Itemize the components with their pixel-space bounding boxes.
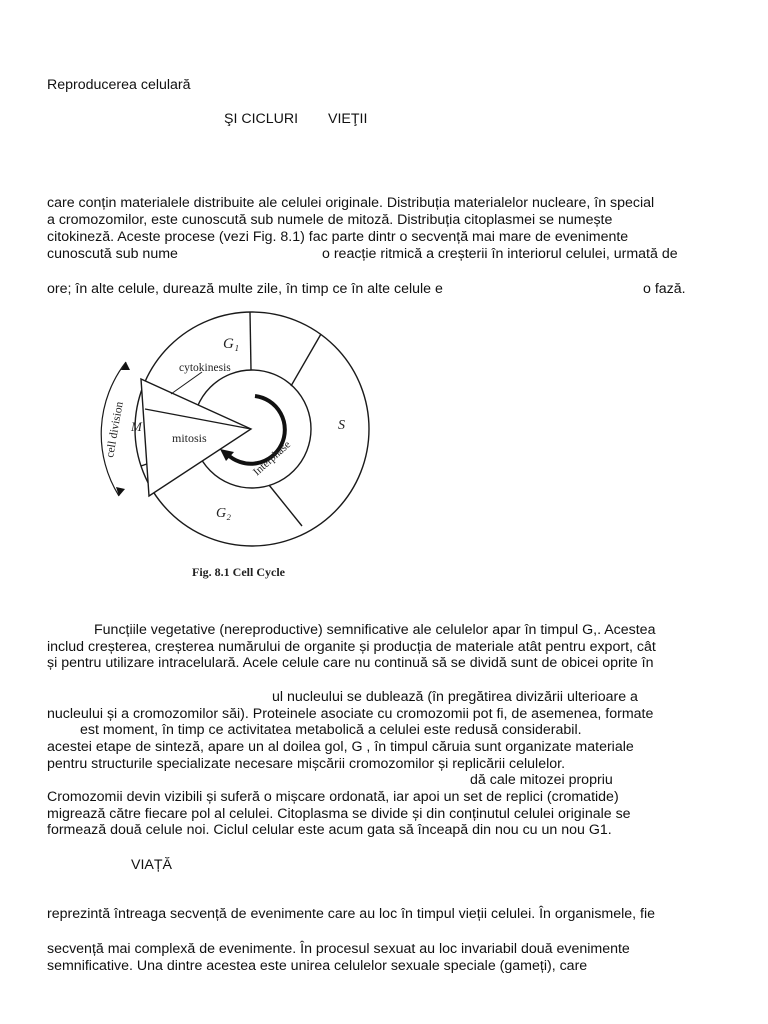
label-interphase: Interphase xyxy=(250,438,294,479)
para1-line4-right: o reacție ritmică a creșterii în interiorul celulei, urmată de xyxy=(322,246,678,262)
cytokinesis-pointer xyxy=(171,372,202,394)
label-s: S xyxy=(338,418,345,433)
label-cytokinesis: cytokinesis xyxy=(179,362,231,374)
label-cell-division: cell division xyxy=(104,400,126,459)
para4-line: semnificative. Una dintre acestea este unirea celulelor sexuale speciale (gameți), care xyxy=(47,958,588,974)
para4-line: reprezintă întreaga secvență de evenimente care au loc în timpul vieții celulei. În organismele, fie xyxy=(47,906,656,922)
para3-line: pentru structurile specializate necesare mișcării cromozomilor și replicării celulelor. xyxy=(47,756,566,772)
para3-line: nucleului și a cromozomilor săi). Proteinele asociate cu cromozomii pot fi, de asemenea, formate xyxy=(47,706,654,722)
para2-line: includ creșterea, creșterea numărului de organite și producția de materiale atât pentru export, cât xyxy=(47,639,656,655)
label-g1: G₁ xyxy=(223,336,240,352)
para3-line: acestei etape de sinteză, apare un al doilea gol, G , în timpul căruia sunt organizate materiale xyxy=(47,739,634,755)
para1-line5-right: o fază. xyxy=(643,281,686,297)
arrow-down-icon xyxy=(116,487,125,496)
cell-cycle-figure xyxy=(92,306,422,596)
para3-line: migrează către fiecare pol al celulei. Citoplasma se divide și din conținutul celulei originale se xyxy=(47,806,631,822)
para3-line: est moment, în timp ce activitatea metabolică a celulei este redusă considerabil. xyxy=(80,722,582,738)
para1-line4-left: cunoscută sub nume xyxy=(47,246,178,262)
label-mitosis: mitosis xyxy=(172,431,207,445)
para2-line: Funcțiile vegetative (nereproductive) semnificative ale celulelor apar în timpul G,. Acestea xyxy=(94,622,656,638)
para3-line: ul nucleului se dublează (în pregătirea divizării ulterioare a xyxy=(272,689,638,705)
para1-line5-left: ore; în alte celule, durează multe zile, în timp ce în alte celule e xyxy=(47,281,443,297)
figure-caption: Fig. 8.1 Cell Cycle xyxy=(192,565,285,579)
para1-line: citokineză. Aceste procese (vezi Fig. 8.1) fac parte dintr o secvență mai mare de evenimente xyxy=(47,229,629,245)
section-heading: VIAȚĂ xyxy=(131,857,172,873)
para3-line: dă cale mitozei propriu xyxy=(470,772,613,788)
subtitle-right: VIEŢII xyxy=(328,111,368,127)
para3-line: Cromozomii devin vizibili și suferă o mișcare ordonată, iar apoi un set de replici (cromatide) xyxy=(47,789,619,805)
separator-m-g1 xyxy=(250,312,251,370)
para2-line: și pentru utilizare intracelulară. Acele celule care nu continuă să se dividă sunt de obicei oprite în xyxy=(47,655,654,671)
separator-s-g2 xyxy=(269,485,302,526)
para4-line: secvență mai complexă de evenimente. În procesul sexuat au loc invariabil două evenimente xyxy=(47,941,630,957)
document-title: Reproducerea celulară xyxy=(47,77,191,93)
label-m: M xyxy=(131,419,142,434)
para1-line: care conțin materialele distribuite ale celulei originale. Distribuția materialelor nucleare, în special xyxy=(47,195,655,211)
subtitle-left: ŞI CICLURI xyxy=(224,111,299,127)
para3-line: formează două celule noi. Ciclul celular este acum gata să înceapă din nou cu un nou G1. xyxy=(47,822,612,838)
para1-line: a cromozomilor, este cunoscută sub numele de mitoză. Distribuția citoplasmei se numește xyxy=(47,212,613,228)
separator-g1-s xyxy=(291,334,321,386)
label-g2: G₂ xyxy=(216,506,231,521)
